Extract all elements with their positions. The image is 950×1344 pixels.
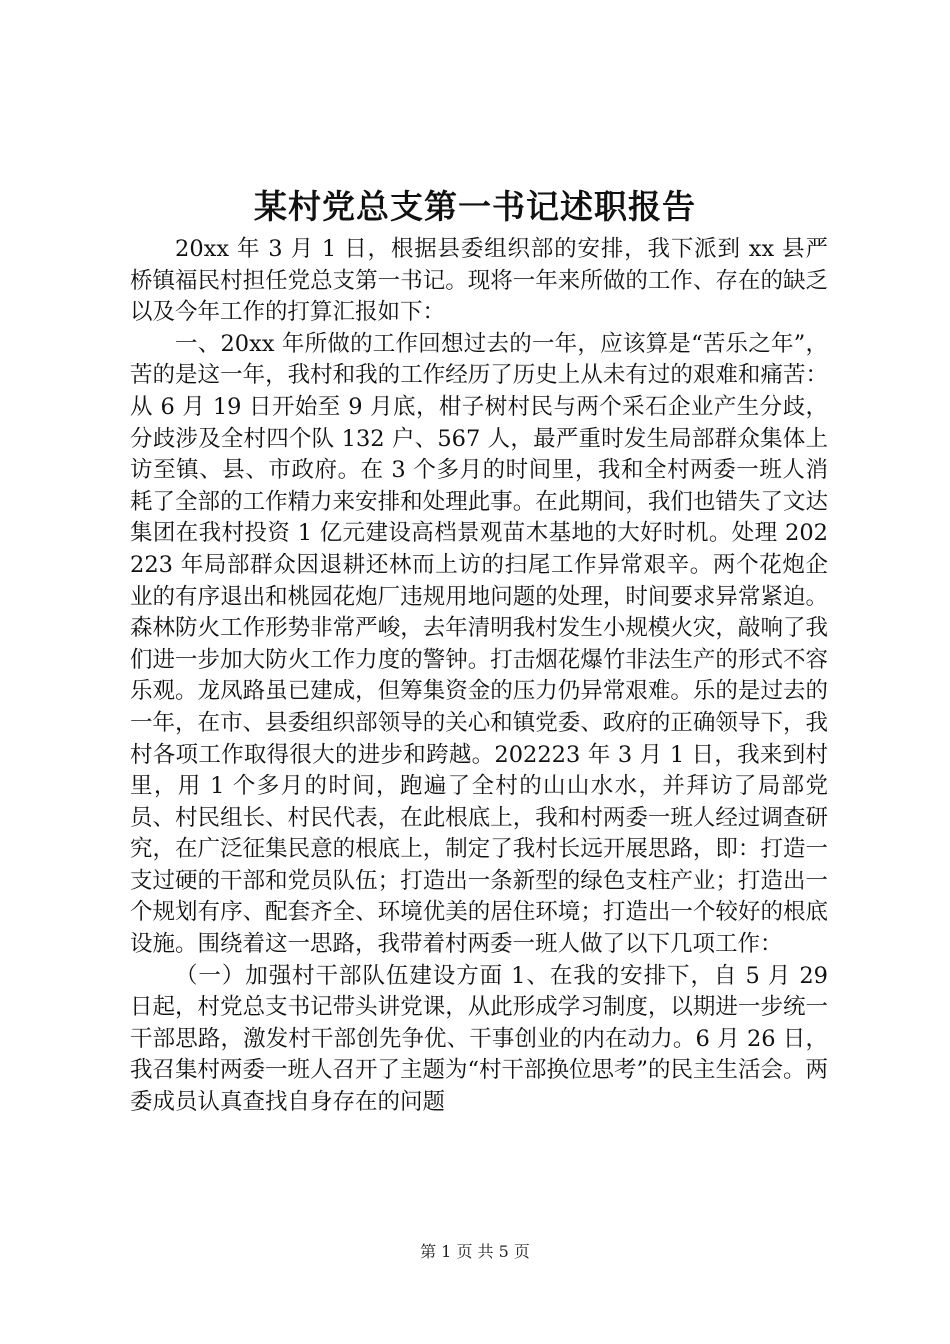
paragraph-section-one: 一、20xx 年所做的工作回想过去的一年，应该算是“苦乐之年”，苦的是这一年，我村和我的工作经历了历史上从未有过的艰难和痛苦：从 6 月 19 日开始至 9 月底，柑子树村民与两个采石企业产生分歧，分歧涉及全村四个队 132 户、567 人，最严重时发生局部群众集体上访至镇、县、市政府。在 3 个多月的时间里，我和全村两委一班人消耗了全部的工作精力来安排和处理此事。在此期间，我们也错失了文达集团在我村投资 1 亿元建设高档景观苗木基地的大好时机。处理 202223 年局部群众因退耕还林而上访的扫尾工作异常艰辛。两个花炮企业的有序退出和桃园花炮厂违规用地问题的处理，时间要求异常紧迫。森林防火工作形势非常严峻，去年清明我村发生小规模火灾，敲响了我们进一步加大防火工作力度的警钟。打击烟花爆竹非法生产的形式不容乐观。龙凤路虽已建成，但筹集资金的压力仍异常艰难。乐的是过去的一年，在市、县委组织部领导的关心和镇党委、政府的正确领导下，我村各项工作取得很大的进步和跨越。202223 年 3 月 1 日，我来到村里，用 1 个多月的时间，跑遍了全村的山山水水，并拜访了局部党员、村民组长、村民代表，在此根底上，我和村两委一班人经过调查研究，在广泛征集民意的根底上，制定了我村长远开展思路，即：打造一支过硬的干部和党员队伍；打造出一条新型的绿色支柱产业；打造出一个规划有序、配套齐全、环境优美的居住环境；打造出一个较好的根底设施。围绕着这一思路，我带着村两委一班人做了以下几项工作：	[130, 330, 828, 958]
paragraph-intro: 20xx 年 3 月 1 日，根据县委组织部的安排，我下派到 xx 县严桥镇福民村担任党总支第一书记。现将一年来所做的工作、存在的缺乏以及今年工作的打算汇报如下：	[130, 236, 828, 326]
document-title: 某村党总支第一书记述职报告	[254, 187, 696, 226]
document-body	[130, 234, 828, 1119]
paragraph-subsection-one: （一）加强村干部队伍建设方面 1、在我的安排下，自 5 月 29 日起，村党总支书记带头讲党课，从此形成学习制度，以期进一步统一干部思路，激发村干部创先争优、干事创业的内在动力。6 月 26 日，我召集村两委一班人召开了主题为“村干部换位思考”的民主生活会。两委成员认真查找自身存在的问题	[130, 962, 829, 1116]
page-footer: 第 1 页 共 5 页	[420, 1242, 530, 1261]
